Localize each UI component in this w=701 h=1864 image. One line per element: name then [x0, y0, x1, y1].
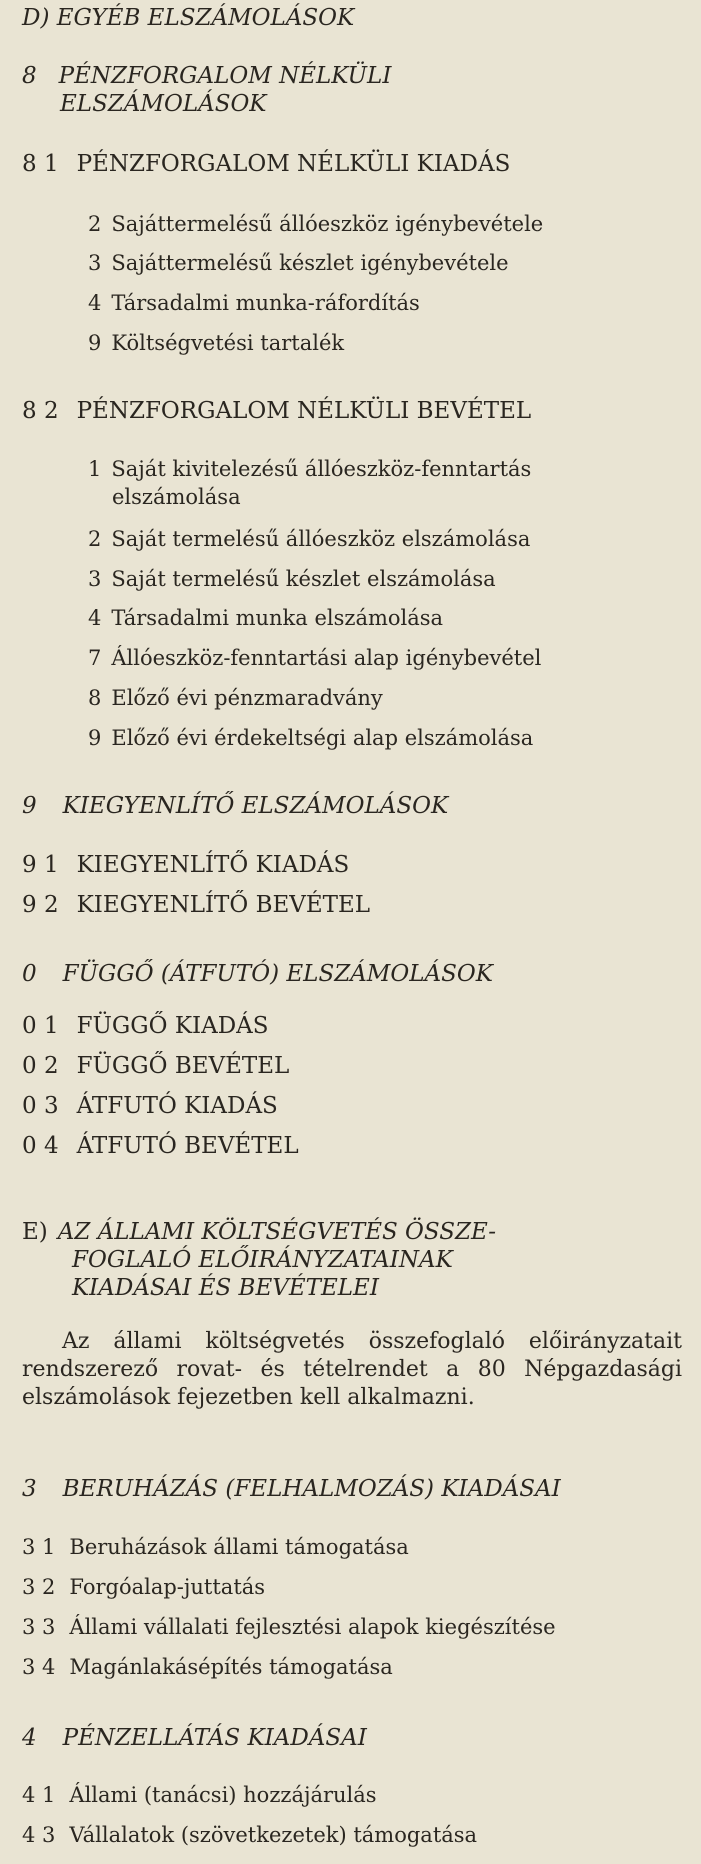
- heading-0-1: 0 1 FÜGGŐ KIADÁS: [22, 1013, 269, 1039]
- item-8-2-4: 4 Társadalmi munka elszámolása: [88, 606, 444, 630]
- item-8-2-7: 7 Állóeszköz-fenntartási alap igénybevétel: [88, 646, 542, 670]
- heading-3: 3 BERUHÁZÁS (FELHALMOZÁS) KIADÁSAI: [22, 1476, 561, 1502]
- heading-0-3: 0 3 ÁTFUTÓ KIADÁS: [22, 1093, 278, 1119]
- item-4-3: 4 3 Vállalatok (szövetkezetek) támogatása: [22, 1823, 478, 1847]
- section-e-heading-line2: FOGLALÓ ELŐIRÁNYZATAINAK: [72, 1247, 453, 1273]
- item-8-1-2: 2 Sajáttermelésű állóeszköz igénybevétele: [88, 212, 544, 236]
- item-3-3: 3 3 Állami vállalati fejlesztési alapok kiegészítése: [22, 1615, 556, 1639]
- item-8-1-3: 3 Sajáttermelésű készlet igénybevétele: [88, 251, 509, 275]
- item-4-1: 4 1 Állami (tanácsi) hozzájárulás: [22, 1783, 377, 1807]
- item-8-2-1-continued: elszámolása: [112, 485, 241, 509]
- item-8-2-2: 2 Saját termelésű állóeszköz elszámolása: [88, 527, 531, 551]
- item-3-1: 3 1 Beruházások állami támogatása: [22, 1535, 409, 1559]
- section-d-heading: D) EGYÉB ELSZÁMOLÁSOK: [22, 5, 355, 31]
- item-3-4: 3 4 Magánlakásépítés támogatása: [22, 1655, 393, 1679]
- heading-0: 0 FÜGGŐ (ÁTFUTÓ) ELSZÁMOLÁSOK: [22, 961, 493, 987]
- item-3-2: 3 2 Forgóalap-juttatás: [22, 1575, 266, 1599]
- heading-8: 8 PÉNZFORGALOM NÉLKÜLI: [22, 63, 392, 89]
- item-8-1-9: 9 Költségvetési tartalék: [88, 331, 345, 355]
- item-8-2-8: 8 Előző évi pénzmaradvány: [88, 686, 383, 710]
- intro-paragraph: Az állami költségvetés összefoglaló előirányzatait rendszerező rovat- és tételrendet a 80 Népgazdasági elszámolások fejezetben kell alkalmazni.: [22, 1329, 682, 1410]
- section-e-heading: E) AZ ÁLLAMI KÖLTSÉGVETÉS ÖSSZE-: [22, 1219, 496, 1245]
- heading-8-2: 8 2 PÉNZFORGALOM NÉLKÜLI BEVÉTEL: [22, 398, 532, 424]
- heading-0-2: 0 2 FÜGGŐ BEVÉTEL: [22, 1053, 290, 1079]
- section-e-heading-line3: KIADÁSAI ÉS BEVÉTELEI: [72, 1275, 379, 1301]
- item-8-2-3: 3 Saját termelésű készlet elszámolása: [88, 567, 496, 591]
- heading-9-2: 9 2 KIEGYENLÍTŐ BEVÉTEL: [22, 892, 371, 918]
- heading-9-1: 9 1 KIEGYENLÍTŐ KIADÁS: [22, 852, 350, 878]
- heading-9: 9 KIEGYENLÍTŐ ELSZÁMOLÁSOK: [22, 793, 449, 819]
- item-8-2-1: 1 Saját kivitelezésű állóeszköz-fenntartás: [88, 457, 532, 481]
- heading-4: 4 PÉNZELLÁTÁS KIADÁSAI: [22, 1725, 367, 1751]
- item-8-1-4: 4 Társadalmi munka-ráfordítás: [88, 291, 420, 315]
- heading-8-1: 8 1 PÉNZFORGALOM NÉLKÜLI KIADÁS: [22, 151, 511, 177]
- heading-0-4: 0 4 ÁTFUTÓ BEVÉTEL: [22, 1133, 299, 1159]
- item-8-2-9: 9 Előző évi érdekeltségi alap elszámolása: [88, 726, 534, 750]
- heading-8-continued: ELSZÁMOLÁSOK: [60, 91, 267, 117]
